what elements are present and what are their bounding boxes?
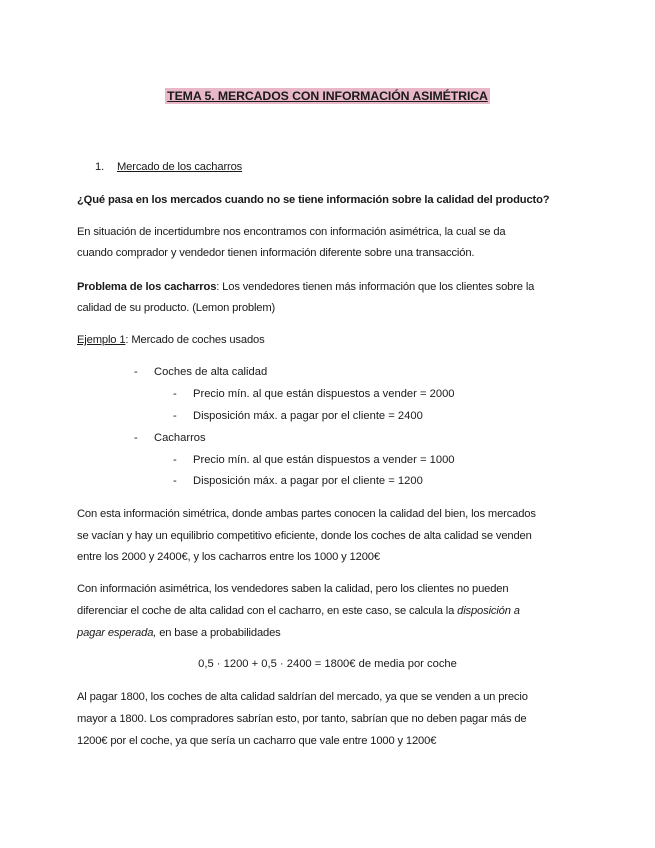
intro-line-2: cuando comprador y vendedor tienen información diferente sobre una transacción. bbox=[77, 247, 475, 259]
asymmetric-line-3 bbox=[77, 627, 281, 639]
asymmetric-emphasis: disposición a bbox=[457, 605, 520, 617]
section-title: Mercado de los cacharros bbox=[117, 161, 243, 173]
example-label: Ejemplo 1 bbox=[77, 334, 126, 346]
intro-line-1: En situación de incertidumbre nos encontramos con información asimétrica, la cual se da bbox=[77, 226, 506, 238]
list-subitem-high-min-price: Precio mín. al que están dispuestos a vender = 2000 bbox=[193, 388, 455, 400]
list-item-high-quality: Coches de alta calidad bbox=[154, 366, 268, 378]
bullet-dash: - bbox=[173, 475, 177, 487]
symmetric-line-1: Con esta información simétrica, donde ambas partes conocen la calidad del bien, los mercados bbox=[77, 508, 536, 520]
bullet-dash: - bbox=[134, 366, 138, 378]
title-block bbox=[0, 88, 655, 104]
conclusion-line-3: 1200€ por el coche, ya que sería un cacharro que vale entre 1000 y 1200€ bbox=[77, 735, 437, 747]
asymmetric-line-1: Con información asimétrica, los vendedores saben la calidad, pero los clientes no pueden bbox=[77, 583, 509, 595]
question-line: ¿Qué pasa en los mercados cuando no se tiene información sobre la calidad del producto? bbox=[77, 194, 550, 206]
asymmetric-text: diferenciar el coche de alta calidad con el cacharro, en este caso, se calcula la bbox=[77, 605, 458, 617]
section-number: 1. bbox=[95, 161, 105, 173]
list-subitem-lemons-min-price: Precio mín. al que están dispuestos a vender = 1000 bbox=[193, 454, 455, 466]
bullet-dash: - bbox=[173, 454, 177, 466]
asymmetric-emphasis: pagar esperada, bbox=[77, 627, 157, 639]
asymmetric-text: en base a probabilidades bbox=[156, 627, 281, 639]
symmetric-line-3: entre los 2000 y 2400€, y los cacharros entre los 1000 y 1200€ bbox=[77, 551, 380, 563]
section-heading bbox=[95, 161, 242, 173]
conclusion-line-1: Al pagar 1800, los coches de alta calidad saldrían del mercado, ya que se venden a un precio bbox=[77, 691, 528, 703]
list-item-lemons: Cacharros bbox=[154, 432, 206, 444]
conclusion-line-2: mayor a 1800. Los compradores sabrían esto, por tanto, sabrían que no deben pagar más de bbox=[77, 713, 527, 725]
expected-value-formula: 0,5 · 1200 + 0,5 · 2400 = 1800€ de media por coche bbox=[198, 658, 457, 670]
bullet-dash: - bbox=[173, 410, 177, 422]
problem-text: : Los vendedores tienen más información que los clientes sobre la bbox=[216, 281, 535, 293]
problem-label: Problema de los cacharros bbox=[77, 281, 217, 293]
asymmetric-line-2 bbox=[77, 605, 520, 617]
bullet-dash: - bbox=[173, 388, 177, 400]
problem-line-2: calidad de su producto. (Lemon problem) bbox=[77, 302, 276, 314]
example-line bbox=[77, 334, 265, 346]
list-subitem-high-max-pay: Disposición máx. a pagar por el cliente = 2400 bbox=[193, 410, 423, 422]
page-title: TEMA 5. MERCADOS CON INFORMACIÓN ASIMÉTRICA bbox=[167, 89, 488, 103]
list-subitem-lemons-max-pay: Disposición máx. a pagar por el cliente = 1200 bbox=[193, 475, 423, 487]
example-text: : Mercado de coches usados bbox=[125, 334, 265, 346]
symmetric-line-2: se vacían y hay un equilibrio competitivo eficiente, donde los coches de alta calidad se venden bbox=[77, 530, 532, 542]
bullet-dash: - bbox=[134, 432, 138, 444]
problem-line-1 bbox=[77, 281, 534, 293]
